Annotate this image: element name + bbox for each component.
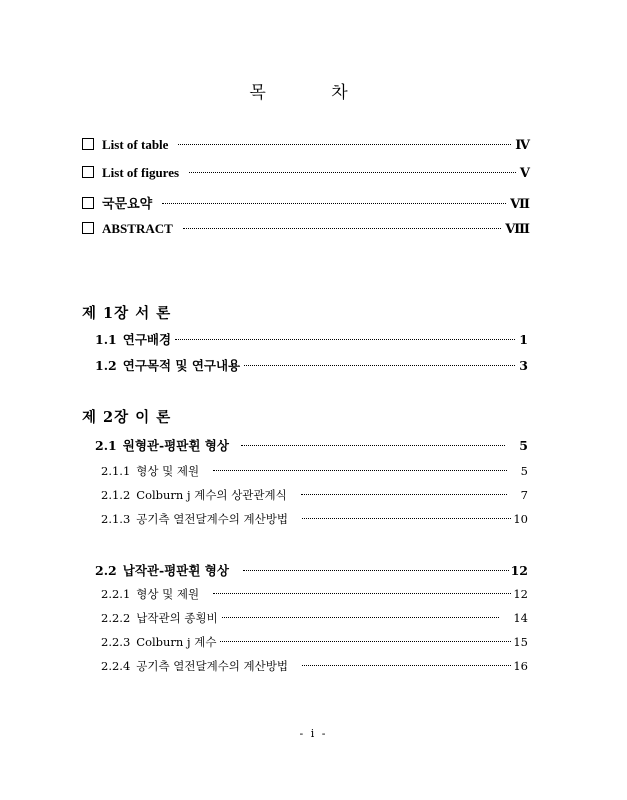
dot-leader xyxy=(302,518,511,519)
entry-page: Ⅷ xyxy=(505,222,530,237)
section-number: 1.2 xyxy=(95,358,117,373)
entry-page: 12 xyxy=(513,587,528,601)
toc-entry-section[interactable] xyxy=(95,436,528,454)
dot-leader xyxy=(183,228,502,229)
dot-leader xyxy=(301,494,507,495)
subsection-title: 공기측 열전달계수의 계산방법 xyxy=(136,659,288,673)
subsection-title: 형상 및 제원 xyxy=(136,464,200,478)
entry-page: 3 xyxy=(519,358,528,373)
toc-entry-subsection[interactable] xyxy=(101,463,528,479)
entry-label: 국문요약 xyxy=(102,196,153,211)
checkbox-square-icon xyxy=(82,138,94,150)
dot-leader xyxy=(243,570,509,571)
entry-page: 5 xyxy=(520,464,528,478)
dot-leader xyxy=(213,470,507,471)
entry-label: List of table xyxy=(102,137,169,152)
subsection-number: 2.1.1 xyxy=(101,464,131,478)
entry-page: 14 xyxy=(513,611,528,625)
toc-entry-korean-abstract[interactable] xyxy=(82,193,530,212)
subsection-title: Colburn j 계수의 상관관계식 xyxy=(136,488,287,502)
section-title: 연구배경 xyxy=(122,332,172,347)
entry-page: 12 xyxy=(510,563,528,578)
dot-leader xyxy=(220,641,511,642)
section-number: 2.1 xyxy=(95,438,117,453)
dot-leader xyxy=(244,365,515,366)
checkbox-square-icon xyxy=(82,222,94,234)
toc-entry-abstract[interactable] xyxy=(82,221,530,237)
subsection-title: 형상 및 제원 xyxy=(136,587,200,601)
subsection-title: Colburn j 계수 xyxy=(136,635,217,649)
dot-leader xyxy=(302,665,511,666)
chapter-heading: 제 2장 이 론 xyxy=(82,409,172,426)
toc-title: 목 차 xyxy=(249,83,378,103)
subsection-number: 2.2.1 xyxy=(101,587,131,601)
chapter-heading: 제 1장 서 론 xyxy=(82,305,172,322)
dot-leader xyxy=(162,203,506,204)
entry-label: ABSTRACT xyxy=(102,221,173,236)
section-number: 2.2 xyxy=(95,563,117,578)
page-number-footer: - i - xyxy=(299,727,328,740)
entry-page: 15 xyxy=(513,635,528,649)
toc-entry-section[interactable] xyxy=(95,330,528,348)
toc-entry-subsection[interactable] xyxy=(101,511,528,527)
toc-entry-subsection[interactable] xyxy=(101,634,528,650)
dot-leader xyxy=(241,445,505,446)
toc-entry-subsection[interactable] xyxy=(101,658,528,674)
section-title: 원형관-평판휜 형상 xyxy=(122,438,229,453)
subsection-title: 공기측 열전달계수의 계산방법 xyxy=(136,512,288,526)
entry-page: 10 xyxy=(513,512,528,526)
toc-entry-subsection[interactable] xyxy=(101,610,528,626)
entry-page: 7 xyxy=(520,488,528,502)
entry-page: 16 xyxy=(513,659,528,673)
section-title: 연구목적 및 연구내용 xyxy=(122,358,241,373)
dot-leader xyxy=(222,617,500,618)
subsection-number: 2.2.3 xyxy=(101,635,131,649)
subsection-title: 납작관의 종횡비 xyxy=(136,611,218,625)
entry-page: Ⅴ xyxy=(519,166,530,181)
entry-label: List of figures xyxy=(102,165,180,180)
toc-entry-subsection[interactable] xyxy=(101,586,528,602)
toc-entry-section[interactable] xyxy=(95,561,528,579)
entry-page: 5 xyxy=(519,438,528,453)
toc-entry-section[interactable] xyxy=(95,356,528,374)
entry-page: Ⅶ xyxy=(510,197,530,212)
subsection-number: 2.1.2 xyxy=(101,488,131,502)
toc-entry-subsection[interactable] xyxy=(101,487,528,503)
subsection-number: 2.2.2 xyxy=(101,611,131,625)
section-number: 1.1 xyxy=(95,332,117,347)
entry-page: 1 xyxy=(519,332,528,347)
dot-leader xyxy=(213,593,511,594)
checkbox-square-icon xyxy=(82,166,94,178)
toc-entry-list-of-table[interactable] xyxy=(82,137,530,153)
checkbox-square-icon xyxy=(82,197,94,209)
subsection-number: 2.1.3 xyxy=(101,512,131,526)
dot-leader xyxy=(189,172,516,173)
dot-leader xyxy=(178,144,511,145)
subsection-number: 2.2.4 xyxy=(101,659,131,673)
section-title: 납작관-평판휜 형상 xyxy=(122,563,229,578)
toc-entry-list-of-figures[interactable] xyxy=(82,165,530,181)
entry-page: Ⅳ xyxy=(515,138,530,153)
dot-leader xyxy=(175,339,515,340)
